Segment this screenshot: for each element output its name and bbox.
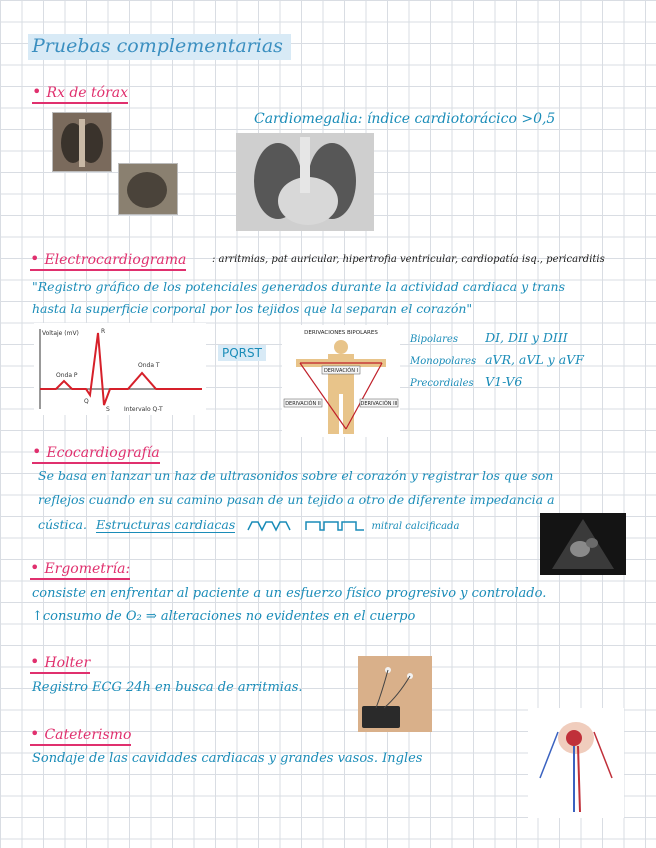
ecg-definition-line-1: "Registro gráfico de los potenciales generados durante la actividad cardiaca y trans <box>32 279 566 294</box>
bullet-icon: • <box>30 249 40 268</box>
bullet-icon: • <box>32 82 42 101</box>
bullet-icon: • <box>30 724 40 743</box>
wave-s-label: S <box>106 406 110 413</box>
cardiomegaly-text: Cardiomegalia: índice cardiotorácico >0,5 <box>254 111 556 127</box>
wave-p-label: Onda P <box>56 372 78 379</box>
section-heading-ergo: • Ergometría: <box>30 558 130 580</box>
bullet-icon: • <box>32 442 42 461</box>
holter-device-image <box>358 656 432 732</box>
lead-row: Precordiales V1-V6 <box>410 374 523 389</box>
holter-drawing <box>358 656 432 732</box>
section-heading-ecg: • Electrocardiograma <box>30 249 186 271</box>
chest-xray-lateral-image <box>118 163 178 215</box>
catheter-drawing <box>528 708 624 818</box>
ecg-indications: : arritmias, pat auricular, hipertrofia ventricular, cardiopatía isq., pericarditis <box>212 254 605 265</box>
xray-lateral-drawing <box>119 164 177 214</box>
diagram-lead-1: DERIVACIÓN I <box>323 368 359 374</box>
bullet-icon: • <box>30 558 40 577</box>
lead-row: Bipolares DI, DII y DIII <box>410 330 568 345</box>
wave-voltage-label: Voltaje (mV) <box>42 330 79 337</box>
cateter-line-1: Sondaje de las cavidades cardiacas y grandes vasos. Ingles <box>32 751 423 766</box>
bipolar-leads-drawing <box>282 325 400 437</box>
section-heading-eco: • Ecocardiografía <box>32 442 160 464</box>
bullet-icon: • <box>30 652 40 671</box>
ergo-line-2: ↑consumo de O₂ ⇒ alteraciones no evidentes en el cuerpo <box>32 609 416 624</box>
diagram-lead-3: DERIVACIÓN III <box>360 401 398 407</box>
diagram-title: DERIVACIONES BIPOLARES <box>304 330 378 336</box>
ergo-line-1: consiste en enfrentar al paciente a un esfuerzo físico progresivo y controlado. <box>32 586 547 601</box>
wave-t-label: Onda T <box>138 362 160 369</box>
page-title: Pruebas complementarias <box>28 34 291 60</box>
xray-pa-drawing <box>53 113 111 171</box>
wave-interval-label: Intervalo Q-T <box>124 406 163 413</box>
ecg-wave-diagram <box>34 323 206 415</box>
echocardiogram-image <box>540 513 626 575</box>
echo-drawing <box>540 513 626 575</box>
diagram-lead-2: DERIVACIÓN II <box>285 401 321 407</box>
echo-waveform-icon <box>246 518 366 532</box>
catheterism-anatomy-image <box>528 708 624 818</box>
section-heading-rx: • Rx de tórax <box>32 82 128 104</box>
cardiomegaly-note <box>254 108 580 127</box>
eco-line-1: Se basa en lanzar un haz de ultrasonidos sobre el corazón y registrar los que son <box>38 468 554 483</box>
eco-line-3: cústica. Estructuras cardiacas mitral calcificada <box>38 517 460 532</box>
xray-cardiomegaly-drawing <box>236 133 374 231</box>
bipolar-leads-diagram <box>282 325 400 437</box>
cardiomegaly-xray-image <box>236 133 374 231</box>
wave-q-label: Q <box>84 398 89 405</box>
eco-line-2: reflejos cuando en su camino pasan de un tejido a otro de diferente impedancia a <box>38 492 555 507</box>
pqrst-label: PQRST <box>218 345 266 361</box>
holter-line-1: Registro ECG 24h en busca de arritmias. <box>32 680 303 695</box>
ecg-wave-drawing <box>34 323 206 415</box>
section-heading-cateter: • Cateterismo <box>30 724 131 746</box>
chest-xray-pa-image <box>52 112 112 172</box>
lead-row: Monopolares aVR, aVL y aVF <box>410 352 584 367</box>
wave-r-label: R <box>101 328 106 335</box>
section-heading-holter: • Holter <box>30 652 90 674</box>
ecg-definition-line-2: hasta la superficie corporal por los tejidos que la separan el corazón" <box>32 301 473 316</box>
leads-list <box>410 327 584 393</box>
